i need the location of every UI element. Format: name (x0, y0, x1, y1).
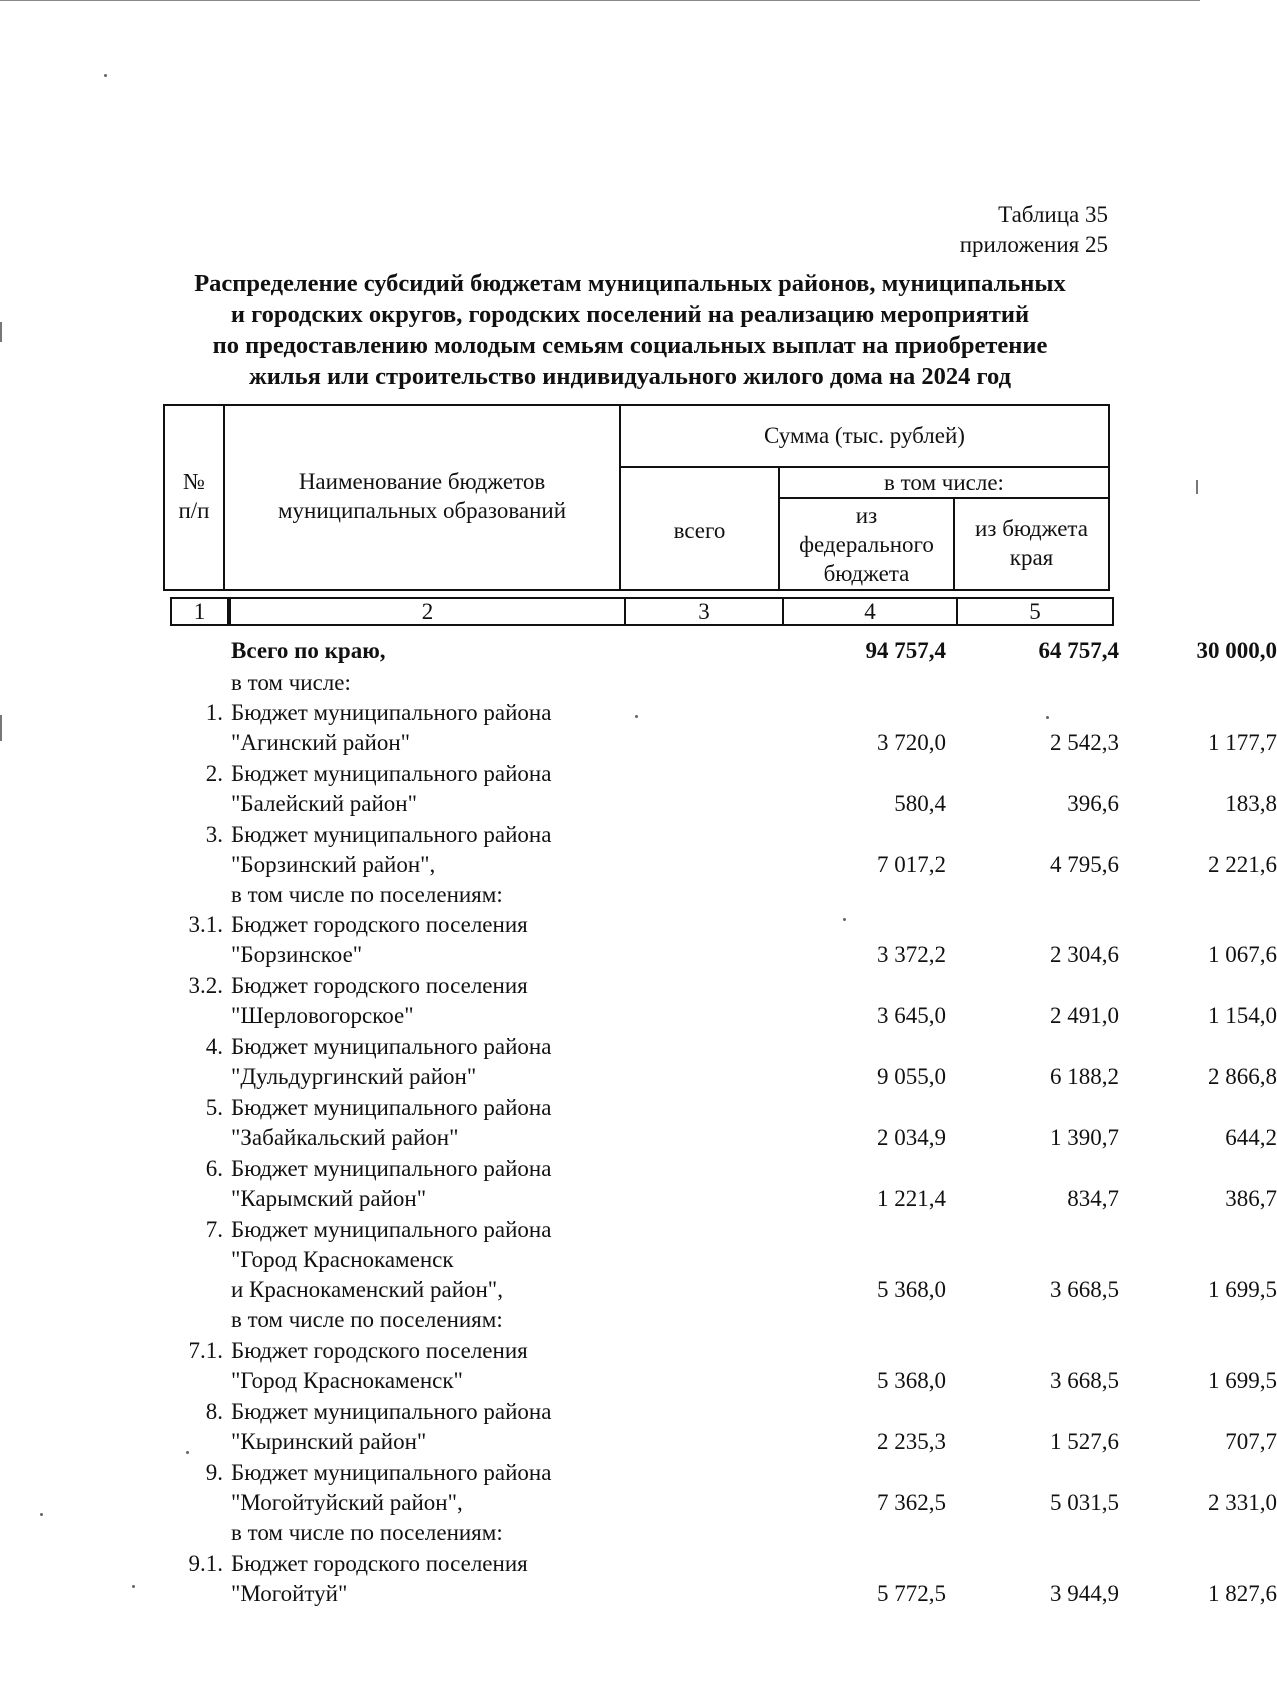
row-number: 3.2. (188, 973, 223, 998)
row-name-line: "Могойтуй" (231, 1581, 348, 1606)
row-number: 3. (205, 822, 223, 847)
row-total: 9 055,0 (877, 1064, 946, 1089)
scan-top-edge (0, 0, 1200, 1)
table-row (163, 1458, 1277, 1548)
row-federal: 3 668,5 (1050, 1277, 1119, 1302)
row-number: 3.1. (188, 912, 223, 937)
row-number: 7.1. (188, 1338, 223, 1363)
row-regional: 183,8 (1225, 791, 1277, 816)
header-text: из (855, 503, 878, 528)
row-federal: 6 188,2 (1050, 1064, 1119, 1089)
document-title (150, 268, 1110, 392)
header-text: края (1009, 545, 1054, 570)
row-name-line: Бюджет муниципального района (231, 1034, 552, 1059)
scan-speck (40, 1513, 43, 1516)
table-row (163, 971, 1277, 1031)
row-name-line: в том числе по поселениям: (231, 1307, 503, 1332)
row-number: 8. (205, 1399, 223, 1424)
row-number: 5. (205, 1095, 223, 1120)
row-regional: 386,7 (1225, 1186, 1277, 1211)
row-regional: 1 699,5 (1208, 1368, 1277, 1393)
row-name-line: "Борзинский район", (231, 852, 436, 877)
row-name-line: "Борзинское" (231, 942, 363, 967)
scan-left-mark (0, 715, 2, 741)
row-name-line: Бюджет муниципального района (231, 1095, 552, 1120)
row-regional: 644,2 (1225, 1125, 1277, 1150)
table-row (163, 698, 1277, 758)
table-row (163, 1549, 1277, 1609)
row-name-line: "Забайкальский район" (231, 1125, 459, 1150)
row-federal: 4 795,6 (1050, 852, 1119, 877)
table-row (163, 1215, 1277, 1335)
row-name-line: Бюджет городского поселения (231, 1338, 528, 1363)
header-including: в том числе: (884, 470, 1004, 495)
table-row (163, 1336, 1277, 1396)
table-row (163, 1397, 1277, 1457)
header-sum: Сумма (тыс. рублей) (764, 423, 965, 448)
row-federal: 396,6 (1067, 791, 1119, 816)
row-regional: 1 827,6 (1208, 1581, 1277, 1606)
caption-appendix: приложения 25 (959, 232, 1108, 257)
row-number: 2. (205, 761, 223, 786)
row-name-line: в том числе по поселениям: (231, 1520, 503, 1545)
scan-speck (104, 74, 107, 77)
row-name-line: в том числе по поселениям: (231, 882, 503, 907)
row-number: 6. (205, 1156, 223, 1181)
table-row (163, 759, 1277, 819)
row-name-line: Бюджет муниципального района (231, 1156, 552, 1181)
row-total: 3 720,0 (877, 730, 946, 755)
row-name-line: "Балейский район" (231, 791, 417, 816)
row-federal: 1 527,6 (1050, 1429, 1119, 1454)
row-number: 1. (205, 700, 223, 725)
row-federal: 2 491,0 (1050, 1003, 1119, 1028)
row-name-line: "Карымский район" (231, 1186, 427, 1211)
header-number (165, 467, 223, 525)
row-name-line: "Шерловогорское" (231, 1003, 414, 1028)
row-federal: 1 390,7 (1050, 1125, 1119, 1150)
scan-speck (132, 1585, 135, 1588)
row-name-line: "Могойтуйский район", (231, 1490, 463, 1515)
row-name-line: "Город Краснокаменск (231, 1247, 454, 1272)
row-federal: 3 668,5 (1050, 1368, 1119, 1393)
row-number: 4. (205, 1034, 223, 1059)
header-federal (780, 501, 953, 588)
row-total: 7 017,2 (877, 852, 946, 877)
title-line: жилья или строительство индивидуального жилого дома на 2024 год (249, 363, 1011, 390)
row-name-line: "Агинский район" (231, 730, 411, 755)
row-total: 2 235,3 (877, 1429, 946, 1454)
row-name-line: Бюджет муниципального района (231, 1399, 552, 1424)
row-regional: 1 154,0 (1208, 1003, 1277, 1028)
table-caption (960, 200, 1108, 260)
row-total: 3 645,0 (877, 1003, 946, 1028)
header-text: из бюджета (975, 516, 1088, 541)
header-regional (955, 514, 1108, 572)
row-total: 1 221,4 (877, 1186, 946, 1211)
grand-total-label: Всего по краю, (231, 638, 386, 663)
row-name-line: Бюджет городского поселения (231, 1551, 528, 1576)
row-total: 580,4 (894, 791, 946, 816)
header-text: бюджета (823, 561, 910, 586)
table-row (163, 910, 1277, 970)
row-regional: 1 067,6 (1208, 942, 1277, 967)
row-federal: 834,7 (1067, 1186, 1119, 1211)
column-number: 4 (782, 597, 958, 626)
header-text: Наименование бюджетов (298, 469, 546, 494)
scan-left-mark (0, 322, 2, 342)
row-name-line: Бюджет городского поселения (231, 912, 528, 937)
row-federal: 2 542,3 (1050, 730, 1119, 755)
table-row (163, 1093, 1277, 1153)
row-regional: 2 866,8 (1208, 1064, 1277, 1089)
header-total: всего (673, 518, 726, 543)
row-name-line: Бюджет муниципального района (231, 761, 552, 786)
column-number: 1 (170, 597, 229, 626)
table-row (163, 820, 1277, 910)
column-number: 2 (229, 597, 626, 626)
header-name (225, 467, 619, 525)
row-number: 7. (205, 1217, 223, 1242)
header-text: п/п (178, 498, 210, 523)
row-name-line: и Краснокаменский район", (231, 1277, 503, 1302)
row-federal: 3 944,9 (1050, 1581, 1119, 1606)
row-federal: 2 304,6 (1050, 942, 1119, 967)
caption-table-number: Таблица 35 (998, 202, 1108, 227)
row-regional: 707,7 (1225, 1429, 1277, 1454)
row-total: 5 368,0 (877, 1277, 946, 1302)
table-row (163, 1032, 1277, 1092)
grand-total-federal: 64 757,4 (1038, 638, 1119, 663)
row-name-line: Бюджет муниципального района (231, 1460, 552, 1485)
title-line: по предоставлению молодым семьям социальных выплат на приобретение (212, 332, 1048, 359)
row-name-line: "Дульдургинский район" (231, 1064, 477, 1089)
row-number: 9.1. (188, 1551, 223, 1576)
column-number: 5 (956, 597, 1114, 626)
row-number: 9. (205, 1460, 223, 1485)
title-line: и городских округов, городских поселений на реализацию мероприятий (230, 301, 1030, 328)
row-name-line: "Город Краснокаменск" (231, 1368, 463, 1393)
row-name-line: Бюджет муниципального района (231, 700, 552, 725)
row-name-line: Бюджет муниципального района (231, 822, 552, 847)
row-name-line: "Кыринский район" (231, 1429, 427, 1454)
row-regional: 1 177,7 (1208, 730, 1277, 755)
row-total: 2 034,9 (877, 1125, 946, 1150)
table-row (163, 1154, 1277, 1214)
row-regional: 2 331,0 (1208, 1490, 1277, 1515)
row-regional: 2 221,6 (1208, 852, 1277, 877)
row-total: 3 372,2 (877, 942, 946, 967)
header-text: № (183, 469, 205, 494)
grand-total-total: 94 757,4 (865, 638, 946, 663)
title-line: Распределение субсидий бюджетам муниципальных районов, муниципальных (194, 270, 1066, 297)
row-name-line: Бюджет городского поселения (231, 973, 528, 998)
scan-right-mark (1196, 480, 1198, 494)
row-total: 5 368,0 (877, 1368, 946, 1393)
grand-total-row (163, 636, 1277, 698)
grand-total-sublabel: в том числе: (231, 670, 351, 695)
row-regional: 1 699,5 (1208, 1277, 1277, 1302)
header-text: федерального (799, 532, 934, 557)
row-total: 7 362,5 (877, 1490, 946, 1515)
column-number: 3 (624, 597, 784, 626)
row-name-line: Бюджет муниципального района (231, 1217, 552, 1242)
row-total: 5 772,5 (877, 1581, 946, 1606)
row-federal: 5 031,5 (1050, 1490, 1119, 1515)
header-text: муниципальных образований (277, 498, 567, 523)
grand-total-regional: 30 000,0 (1196, 638, 1277, 663)
